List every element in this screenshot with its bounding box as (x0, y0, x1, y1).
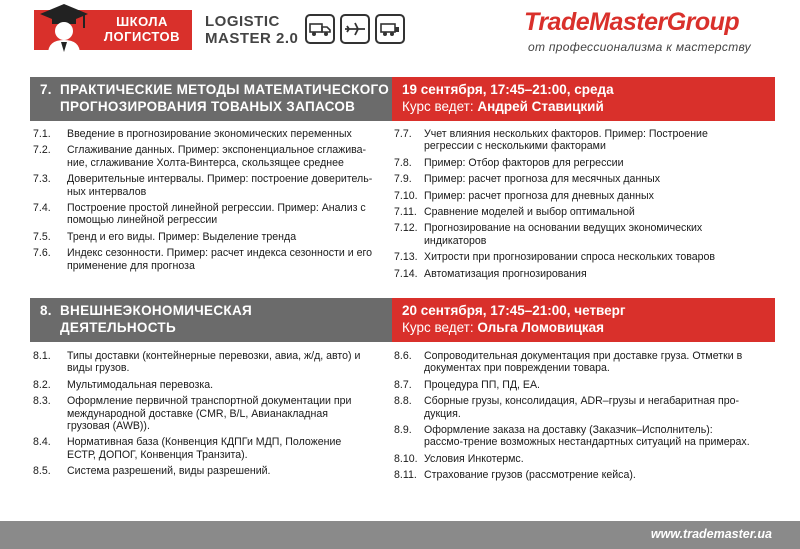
list-item: 7.9. Пример: расчет прогноза для месячных данных (394, 173, 661, 186)
train-icon (375, 14, 405, 44)
section-8-title (30, 298, 392, 342)
section-7-title-line1: ПРАКТИЧЕСКИЕ МЕТОДЫ МАТЕМАТИЧЕСКОГО (60, 82, 390, 97)
list-item: 8.9. Оформление заказа на доставку (Заказчик–Исполнитель): рассмо-трение возможных нестандартных ситуаций на примерах. (394, 424, 750, 449)
list-item: 7.6. Индекс сезонности. Пример: расчет индекса сезонности и его применение для прогноза (33, 247, 373, 272)
page-header (0, 0, 800, 62)
section-7-right-list (394, 128, 744, 284)
truck-icon (305, 14, 335, 44)
section-8-schedule (392, 298, 775, 342)
list-item: 7.3. Доверительные интервалы. Пример: построение доверитель-ных интервалов (33, 173, 373, 198)
list-item: 8.7. Процедура ПП, ПД, ЕА. (394, 378, 540, 391)
product-line1: LOGISTIC (205, 13, 280, 30)
product-line2: MASTER 2.0 (205, 30, 299, 47)
section-7-title-line2: ПРОГНОЗИРОВАНИЯ ТОВАНЫХ ЗАПАСОВ (60, 99, 356, 114)
product-title (205, 13, 298, 47)
list-item: 7.1. Введение в прогнозирование экономических переменных (33, 128, 352, 140)
section-8-number: 8. (40, 303, 52, 318)
list-item: 7.5. Тренд и его виды. Пример: Выделение тренда (33, 230, 297, 243)
airplane-icon (340, 14, 370, 44)
school-line2: ЛОГИСТОВ (103, 29, 181, 44)
section-7-lecturer: Андрей Ставицкий (477, 99, 604, 114)
section-8-band (30, 298, 775, 342)
list-item: 8.11. Страхование грузов (рассмотрение кейса). (394, 469, 636, 482)
list-item: 8.3. Оформление первичной транспортной документации при международной доставке (CMR, B/L, Авианакладная грузовая (AWB)). (33, 395, 352, 433)
section-7-number: 7. (40, 82, 52, 97)
page-footer (0, 521, 800, 549)
website-link[interactable]: www.trademaster.ua (650, 527, 772, 541)
list-item: 8.2. Мультимодальная перевозка. (33, 378, 214, 391)
section-7-title (30, 77, 392, 121)
list-item: 8.1. Типы доставки (контейнерные перевозки, авиа, ж/д, авто) и виды грузов. (33, 350, 361, 375)
list-item: 7.7. Учет влияния нескольких факторов. Пример: Построение регрессии с несколькими факторами (394, 128, 708, 153)
section-8-lecturer-label: Курс ведет: (402, 320, 474, 335)
list-item: 7.13. Хитрости при прогнозировании спроса нескольких товаров (394, 251, 716, 264)
section-7-schedule (392, 77, 775, 121)
section-7-lecturer-label: Курс ведет: (402, 99, 474, 114)
list-item: 7.8. Пример: Отбор факторов для регрессии (394, 156, 624, 169)
brand-logo: TradeMasterGroup (524, 8, 740, 36)
list-item: 7.2. Сглаживание данных. Пример: экспоненциальное сглажива-ние, сглаживание Холта-Винтерса, скользящее среднее (33, 144, 367, 169)
list-item: 8.8. Сборные грузы, консолидация, ADR–грузы и негабаритная про-дукция. (394, 395, 740, 420)
transport-icons (305, 14, 405, 44)
brand-tagline: от профессионализма к мастерству (528, 40, 751, 54)
section-7-left-list (33, 128, 373, 276)
section-7-band (30, 77, 775, 121)
list-item: 7.12. Прогнозирование на основании ведущих экономических индикаторов (394, 222, 703, 247)
section-8-title-line1: ВНЕШНЕЭКОНОМИЧЕСКАЯ (60, 303, 252, 318)
section-8-right-list (394, 350, 754, 486)
section-8-title-line2: ДЕЯТЕЛЬНОСТЬ (60, 320, 176, 335)
list-item: 8.6. Сопроводительная документация при доставке груза. Отметки в документах при повреждении товара. (394, 350, 743, 375)
list-item: 8.10. Условия Инкотермс. (394, 452, 524, 465)
list-item: 7.14. Автоматизация прогнозирования (394, 267, 587, 280)
list-item: 7.4. Построение простой линейной регрессии. Пример: Анализ с помощью линейной регрессии (33, 202, 366, 227)
section-8-lecturer: Ольга Ломовицкая (477, 320, 605, 335)
list-item: 8.5. Система разрешений, виды разрешений. (33, 465, 271, 478)
section-8-left-list (33, 350, 373, 482)
school-line1: ШКОЛА (116, 14, 168, 29)
list-item: 8.4. Нормативная база (Конвенция КДПГи МДП, Положение ЕСТР, ДОПОГ, Конвенция Транзита). (33, 436, 342, 461)
graduate-icon (38, 2, 90, 54)
list-item: 7.10. Пример: расчет прогноза для дневных данных (394, 189, 654, 202)
section-7-date: 19 сентября, 17:45–21:00, среда (402, 82, 614, 97)
list-item: 7.11. Сравнение моделей и выбор оптимальной (394, 206, 635, 219)
section-8-date: 20 сентября, 17:45–21:00, четверг (402, 303, 626, 318)
school-logo (34, 10, 192, 50)
